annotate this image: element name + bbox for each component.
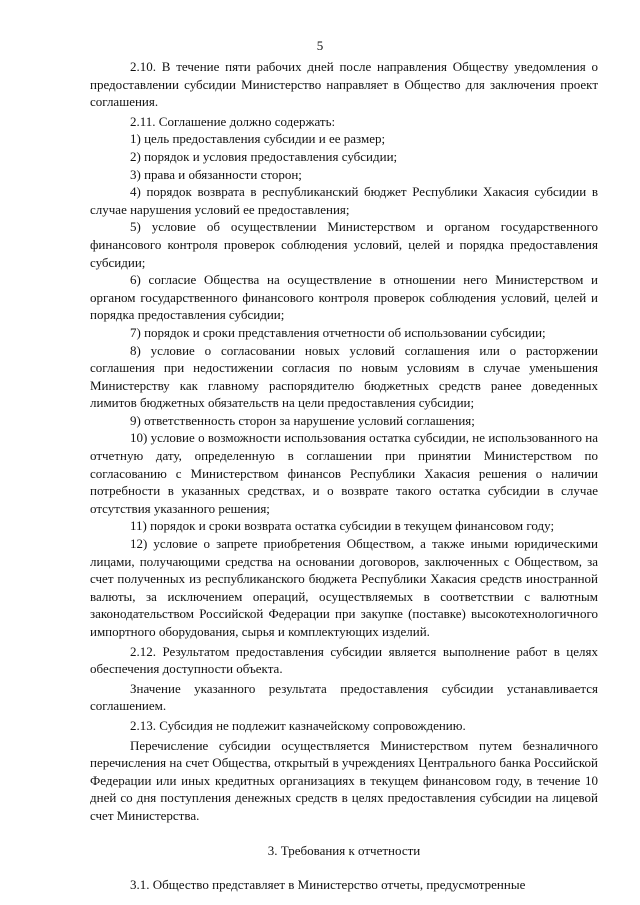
list-item-7: 7) порядок и сроки представления отчетности об использовании субсидии; bbox=[130, 324, 546, 340]
list-item-12: 12) условие о запрете приобретения Обществом, а также иными юридическими лицами, получающими средства на основании договоров, заключенных с Обществом, за счет полученных из республиканского бюджета Республики Хакасия средств иностранной валюты, за исключением операций, осуществляемых в соответствии с валютным законодательством Российской Федерации при закупке (поставке) высокотехнологичного импортного оборудования, сырья и комплектующих изделий. bbox=[90, 536, 598, 639]
list-item-5: 5) условие об осуществлении Министерством и органом государственного финансового контроля проверок соблюдения условий, целей и порядка предоставления субсидии; bbox=[90, 219, 598, 270]
paragraph-2-10: 2.10. В течение пяти рабочих дней после направления Обществу уведомления о предоставлении субсидии Министерство направляет в Общество для заключения проект соглашения. bbox=[90, 59, 598, 110]
list-item-2: 2) порядок и условия предоставления субсидии; bbox=[130, 148, 398, 164]
paragraph-2-11: 2.11. Соглашение должно содержать: bbox=[130, 113, 336, 129]
list-item-6: 6) согласие Общества на осуществление в отношении него Министерством и органом государственного финансового контроля проверок соблюдения условий, целей и порядка предоставления субсидии; bbox=[90, 272, 598, 323]
page-number: 5 bbox=[316, 38, 324, 53]
paragraph-2-12: 2.12. Результатом предоставления субсидии является выполнение работ в целях обеспечения доступности объекта. bbox=[90, 643, 598, 677]
document-body bbox=[90, 58, 598, 894]
list-item-9: 9) ответственность сторон за нарушение условий соглашения; bbox=[130, 412, 475, 428]
section-heading: 3. Требования к отчетности bbox=[267, 842, 421, 858]
list-item-1: 1) цель предоставления субсидии и ее размер; bbox=[130, 131, 386, 147]
list-item-8: 8) условие о согласовании новых условий соглашения или о расторжении соглашения при недостижении согласия по новым условиям в случае уменьшения Министерству как главному распорядителю бюджетных средств ранее доведенных лимитов бюджетных обязательств на цели предоставления субсидии; bbox=[90, 342, 598, 411]
list-item-10: 10) условие о возможности использования остатка субсидии, не использованного на отчетную дату, определенную в соглашении при принятии Министерством по согласованию с Министерством финансов Республики Хакасия решения о наличии потребности в указанных средствах, и о возврате такого остатка субсидии в случае отсутствия указанного решения; bbox=[90, 430, 598, 516]
paragraph-3-1: 3.1. Общество представляет в Министерство отчеты, предусмотренные bbox=[130, 877, 526, 893]
list-item-11: 11) порядок и сроки возврата остатка субсидии в текущем финансовом году; bbox=[130, 518, 555, 534]
paragraph-2-13: 2.13. Субсидия не подлежит казначейскому сопровождению. bbox=[130, 717, 466, 733]
paragraph-transfer: Перечисление субсидии осуществляется Министерством путем безналичного перечисления на счет Общества, открытый в учреждениях Центрального банка Российской Федерации или иных кредитных организациях в текущем финансовом году, в течение 10 дней со дня поступления денежных средств в целях предоставления субсидии на лицевой счет Министерства. bbox=[90, 737, 598, 823]
list-item-3: 3) права и обязанности сторон; bbox=[130, 166, 302, 182]
paragraph-result-value: Значение указанного результата предоставления субсидии устанавливается соглашением. bbox=[90, 680, 598, 714]
list-item-4: 4) порядок возврата в республиканский бюджет Республики Хакасия субсидии в случае нарушения условий ее предоставления; bbox=[90, 184, 598, 217]
